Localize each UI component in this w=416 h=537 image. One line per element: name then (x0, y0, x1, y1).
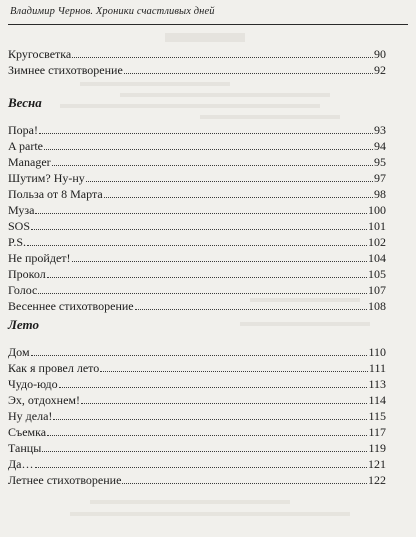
toc-entry-title: Съемка (8, 425, 47, 439)
dot-leader (72, 57, 373, 58)
dot-leader (27, 245, 367, 246)
toc-entry-title: Manager (8, 155, 51, 169)
toc-entry (8, 344, 386, 359)
toc-entry-page: 92 (374, 63, 386, 77)
toc-entry (8, 170, 386, 185)
toc-entry-page: 111 (368, 361, 386, 375)
toc-entry-page: 97 (374, 171, 386, 185)
toc-entry-page: 107 (368, 283, 386, 297)
toc-entry-title: Эх, отдохнем! (8, 393, 80, 407)
toc-entry (8, 138, 386, 153)
toc-entry-page: 122 (368, 473, 386, 487)
dot-leader (135, 309, 367, 310)
dot-leader (53, 419, 367, 420)
dot-leader (72, 261, 367, 262)
dot-leader (35, 213, 367, 214)
toc-entry-page: 104 (368, 251, 386, 265)
toc-entry-page: 94 (374, 139, 386, 153)
toc-entry-page: 114 (368, 393, 386, 407)
toc-entry (8, 298, 386, 313)
toc-entry-title: SOS (8, 219, 31, 233)
toc-entry-title: Да… (8, 457, 34, 471)
toc-entry-title: Дом (8, 345, 30, 359)
toc-entry (8, 282, 386, 297)
dot-leader (47, 277, 367, 278)
running-header: Владимир Чернов. Хроники счастливых дней (10, 6, 215, 17)
toc-entry-title: Голос (8, 283, 38, 297)
toc-entry-title: Не пройдет! (8, 251, 71, 265)
toc-entry-title: Ну дела! (8, 409, 53, 423)
toc-entry-title: Летнее стихотворение (8, 473, 122, 487)
dot-leader (39, 133, 373, 134)
toc-entry-page: 95 (374, 155, 386, 169)
section-heading-summer: Лето (8, 317, 39, 332)
toc-entry-title: Кругосветка (8, 47, 72, 61)
toc-entry-title: Прокол (8, 267, 46, 281)
toc-entry-page: 119 (368, 441, 386, 455)
dot-leader (122, 483, 367, 484)
toc-entry-page: 105 (368, 267, 386, 281)
toc-entry-page: 90 (374, 47, 386, 61)
toc-entry (8, 360, 386, 375)
dot-leader (47, 435, 367, 436)
toc-entry-page: 102 (368, 235, 386, 249)
toc-entry (8, 62, 386, 77)
toc-entry-title: Как я провел лето (8, 361, 100, 375)
toc-entry (8, 456, 386, 471)
section-heading-spring: Весна (8, 95, 42, 110)
toc-entry-page: 108 (368, 299, 386, 313)
toc-entry (8, 250, 386, 265)
toc-entry-title: A parte (8, 139, 43, 153)
toc-entry (8, 424, 386, 439)
dot-leader (52, 165, 373, 166)
toc-entry (8, 122, 386, 137)
toc-entry-page: 115 (368, 409, 386, 423)
dot-leader (100, 371, 368, 372)
dot-leader (124, 73, 373, 74)
dot-leader (35, 467, 367, 468)
toc-entry-page: 100 (368, 203, 386, 217)
dot-leader (31, 229, 367, 230)
toc-entry (8, 392, 386, 407)
toc-entry-title: Муза (8, 203, 35, 217)
toc-entry (8, 440, 386, 455)
toc-entry (8, 186, 386, 201)
toc-entry-page: 113 (368, 377, 386, 391)
dot-leader (44, 149, 373, 150)
toc-entry-title: Чудо-юдо (8, 377, 58, 391)
toc-entry-page: 93 (374, 123, 386, 137)
dot-leader (86, 181, 373, 182)
toc-entry-title: Танцы (8, 441, 42, 455)
toc-entry (8, 202, 386, 217)
toc-entry-page: 121 (368, 457, 386, 471)
toc-entry (8, 376, 386, 391)
toc-entry (8, 472, 386, 487)
toc-entry (8, 234, 386, 249)
dot-leader (42, 451, 367, 452)
toc-entry-title: Весеннее стихотворение (8, 299, 134, 313)
toc-entry-title: Шутим? Ну-ну (8, 171, 85, 185)
toc-entry-page: 117 (368, 425, 386, 439)
toc-entry (8, 266, 386, 281)
toc-entry-title: Пора! (8, 123, 38, 137)
dot-leader (104, 197, 373, 198)
toc-entry (8, 154, 386, 169)
toc-entry (8, 46, 386, 61)
toc-entry-page: 110 (368, 345, 386, 359)
dot-leader (59, 387, 368, 388)
toc-entry (8, 408, 386, 423)
toc-entry-page: 98 (374, 187, 386, 201)
dot-leader (38, 293, 367, 294)
toc-entry (8, 218, 386, 233)
header-rule (8, 24, 408, 25)
toc-entry-title: P.S. (8, 235, 27, 249)
toc-entry-page: 101 (368, 219, 386, 233)
dot-leader (81, 403, 367, 404)
toc-entry-title: Польза от 8 Марта (8, 187, 103, 201)
toc-entry-title: Зимнее стихотворение (8, 63, 123, 77)
dot-leader (31, 355, 368, 356)
